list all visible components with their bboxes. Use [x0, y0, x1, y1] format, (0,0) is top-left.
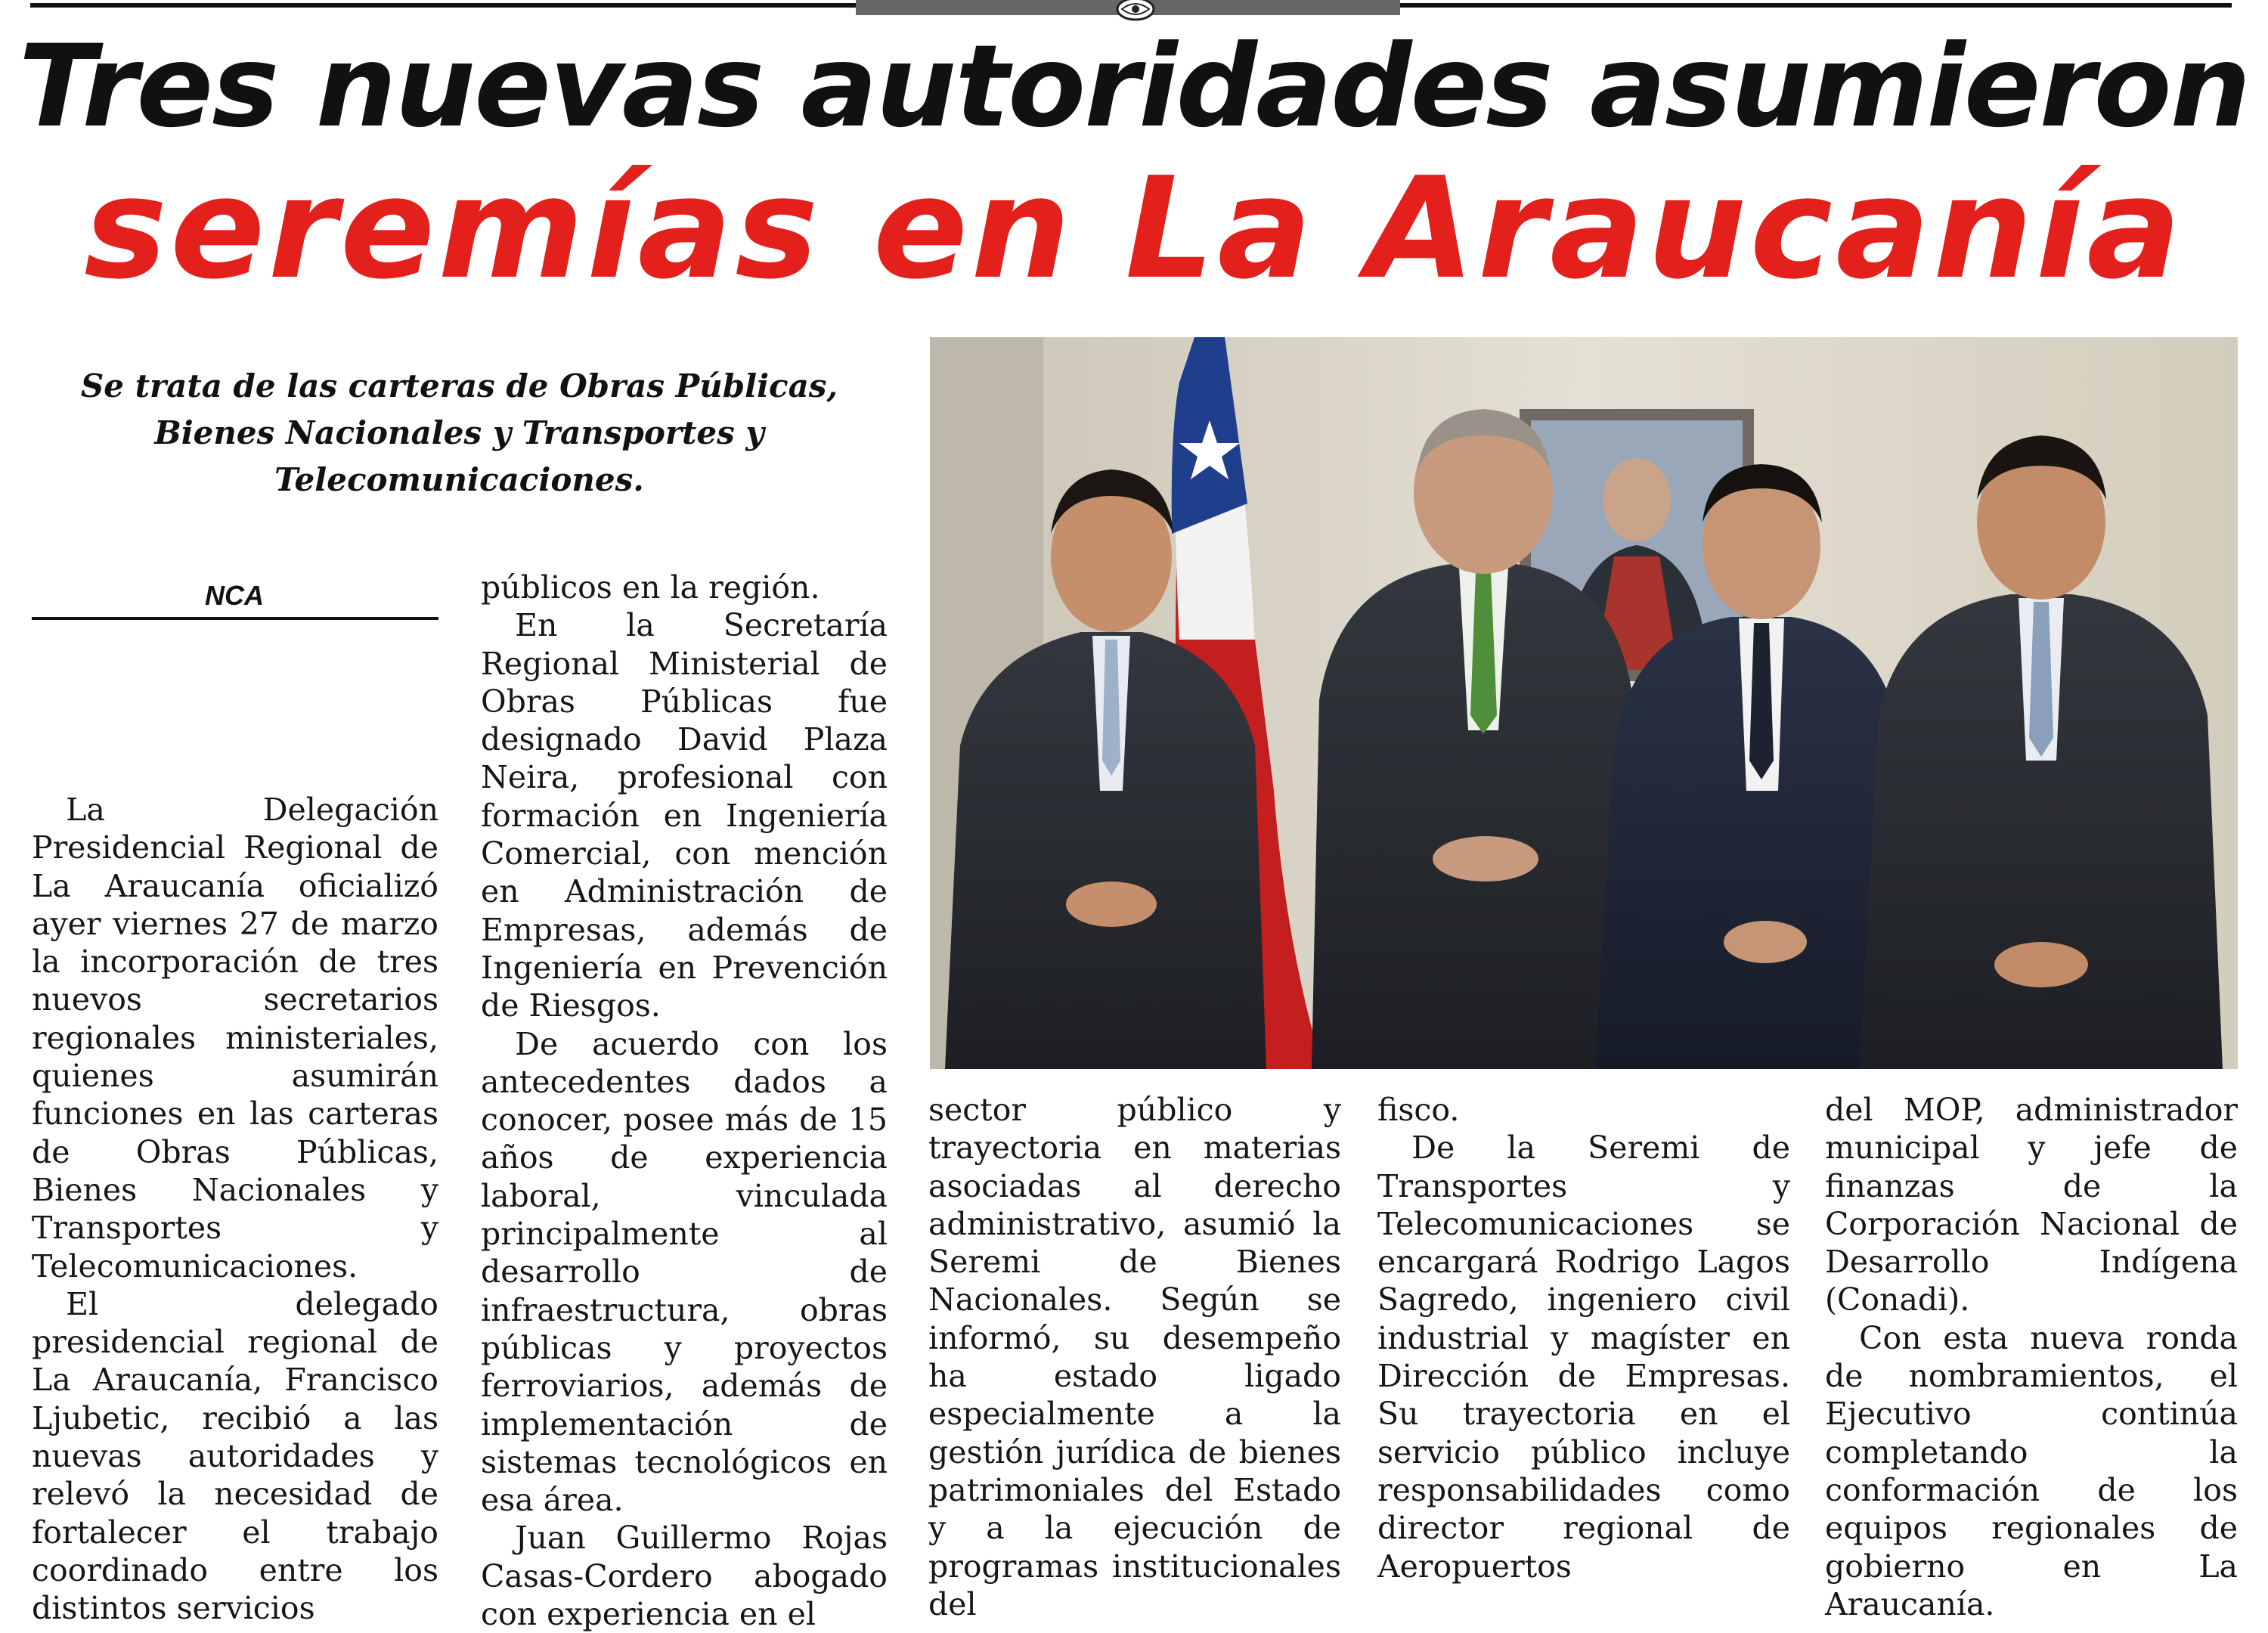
- paragraph: fisco.: [1377, 1092, 1460, 1128]
- paragraph: De acuerdo con los antecedentes dados a conocer, posee más de 15 años de experiencia laboral, vinculada principalmente al desarrollo de infraestructura, obras públicas y proyectos ferroviarios, además de implementación de sistemas tecnológicos en esa área.: [481, 1025, 888, 1519]
- article-column-1: [32, 791, 438, 1628]
- subheadline-line: Telecomunicaciones.: [274, 461, 644, 498]
- masthead-ornament-icon: [1113, 0, 1158, 23]
- article-column-5: [1825, 1091, 2238, 1623]
- top-rule-right: [1400, 3, 2232, 8]
- paragraph: El delegado presidencial regional de La Araucanía, Francisco Ljubetic, recibió a las nuevas autoridades y relevó la necesidad de fortalecer el trabajo coordinado entre los distintos servicios: [32, 1285, 438, 1627]
- article-column-2: [481, 569, 888, 1633]
- byline: NCA: [205, 580, 264, 611]
- top-rule-left: [30, 3, 856, 8]
- paragraph: del MOP, administrador municipal y jefe de finanzas de la Corporación Nacional de Desarrollo Indígena (Conadi).: [1825, 1092, 2238, 1318]
- byline-rule: [32, 617, 438, 620]
- article-column-3: [928, 1091, 1341, 1623]
- paragraph: Juan Guillermo Rojas Casas-Cordero abogado con experiencia en el: [481, 1520, 888, 1633]
- article-column-4: [1377, 1091, 1790, 1585]
- paragraph: públicos en la región.: [481, 569, 820, 606]
- paragraph: sector público y trayectoria en materias asociadas al derecho administrativo, asumió la Seremi de Bienes Nacionales. Según se informó, su desempeño ha estado ligado especialmente a la gestión jurídica de bienes patrimoniales del Estado y a la ejecución de programas institucionales del: [928, 1092, 1341, 1622]
- paragraph: De la Seremi de Transportes y Telecomunicaciones se encargará Rodrigo Lagos Sagredo, ingeniero civil industrial y magíster en Dirección de Empresas. Su trayectoria en el servicio público incluye responsabilidades como director regional de Aeropuertos: [1377, 1129, 1790, 1585]
- paragraph: En la Secretaría Regional Ministerial de Obras Públicas fue designado David Plaza Neira, profesional con formación en Ingeniería Comercial, con mención en Administración de Empresas, además de Ingeniería en Prevención de Riesgos.: [481, 607, 888, 1024]
- group-photo: [930, 337, 2238, 1069]
- group-photo-illustration: [930, 337, 2238, 1069]
- headline-line-2: seremías en La Araucanía: [84, 147, 2184, 310]
- headline-line-1: Tres nuevas autoridades asumieron: [18, 21, 2250, 153]
- subheadline-line: Se trata de las carteras de Obras Públicas,: [80, 367, 838, 404]
- subheadline: [30, 363, 888, 504]
- paragraph: Con esta nueva ronda de nombramientos, el Ejecutivo continúa completando la conformación de los equipos regionales de gobierno en La Araucanía.: [1825, 1319, 2238, 1622]
- subheadline-line: Bienes Nacionales y Transportes y: [154, 414, 764, 451]
- paragraph: La Delegación Presidencial Regional de La Araucanía oficializó ayer viernes 27 de marzo la incorporación de tres nuevos secretarios regionales ministeriales, quienes asumirán funciones en las carteras de Obras Públicas, Bienes Nacionales y Transportes y Telecomunicaciones.: [32, 792, 438, 1284]
